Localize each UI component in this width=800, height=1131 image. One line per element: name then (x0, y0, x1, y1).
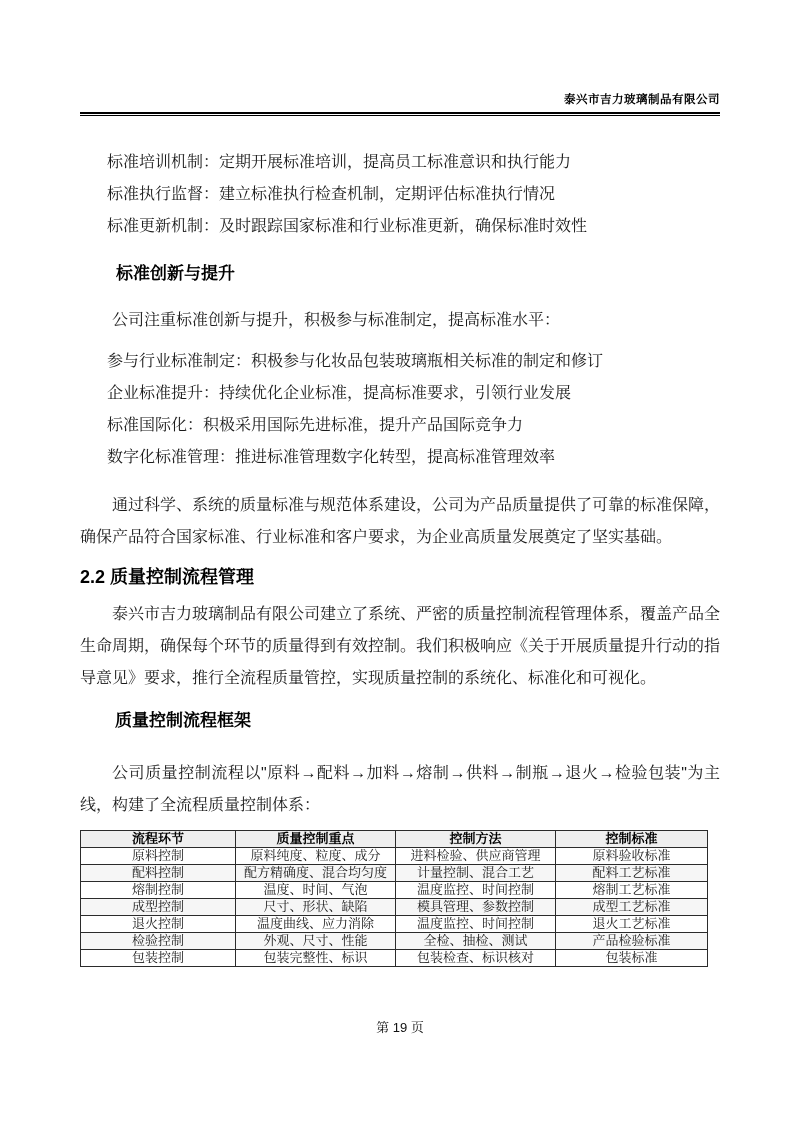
header-rule (80, 112, 720, 116)
standards-summary-paragraph: 通过科学、系统的质量标准与规范体系建设，公司为产品质量提供了可靠的标准保障，确保产品符合国家标准、行业标准和客户要求，为企业高质量发展奠定了坚实基础。 (80, 497, 721, 546)
standards-mechanism-line: 标准执行监督：建立标准执行检查机制，定期评估标准执行情况 (107, 186, 556, 203)
table-row (81, 899, 708, 916)
table-cell: 产品检验标准 (556, 933, 708, 950)
section-2-2-intro-paragraph: 泰兴市吉力玻璃制品有限公司建立了系统、严密的质量控制流程管理体系，覆盖产品全生命周期，确保每个环节的质量得到有效控制。我们积极响应《关于开展质量提升行动的指导意见》要求，推行全流程质量管控，实现质量控制的系统化、标准化和可视化。 (80, 606, 721, 687)
table-cell: 温度监控、时间控制 (396, 916, 556, 933)
table-cell: 原料纯度、粒度、成分 (236, 848, 396, 865)
table-cell: 熔制控制 (81, 882, 236, 899)
innovation-item-list (80, 346, 720, 474)
table-cell: 进料检验、供应商管理 (396, 848, 556, 865)
process-table-body (81, 848, 708, 967)
table-head (81, 831, 708, 848)
table-cell: 包装检查、标识核对 (396, 950, 556, 967)
page-content (80, 147, 720, 967)
innovation-item-line: 参与行业标准制定：积极参与化妆品包装玻璃瓶相关标准的制定和修订 (107, 353, 604, 370)
table-cell: 全检、抽检、测试 (396, 933, 556, 950)
table-cell: 熔制工艺标准 (556, 882, 708, 899)
table-header-cell: 质量控制重点 (236, 831, 396, 848)
table-row (81, 882, 708, 899)
innovation-item-line: 数字化标准管理：推进标准管理数字化转型，提高标准管理效率 (107, 449, 556, 466)
framework-intro-paragraph: 公司质量控制流程以"原料→配料→加料→熔制→供料→制瓶→退火→检验包装"为主线，构建了全流程质量控制体系： (80, 765, 720, 814)
heading-section-2-2: 2.2 质量控制流程管理 (80, 567, 255, 587)
standards-mechanism-list (80, 147, 720, 243)
innovation-intro-paragraph: 公司注重标准创新与提升，积极参与标准制定，提高标准水平： (112, 312, 561, 329)
table-cell: 包装完整性、标识 (236, 950, 396, 967)
company-name: 泰兴市吉力玻璃制品有限公司 (564, 94, 720, 106)
innovation-item-line: 企业标准提升：持续优化企业标准，提高标准要求，引领行业发展 (107, 385, 572, 402)
table-header-cell: 控制方法 (396, 831, 556, 848)
heading-process-framework: 质量控制流程框架 (115, 711, 251, 730)
table-row (81, 950, 708, 967)
table-cell: 模具管理、参数控制 (396, 899, 556, 916)
table-cell: 配料控制 (81, 865, 236, 882)
table-header-row (81, 831, 708, 848)
table-row (81, 848, 708, 865)
table-header-cell: 控制标准 (556, 831, 708, 848)
heading-standard-innovation: 标准创新与提升 (116, 264, 235, 283)
table-cell: 包装控制 (81, 950, 236, 967)
table-cell: 退火控制 (81, 916, 236, 933)
table-cell: 外观、尺寸、性能 (236, 933, 396, 950)
table-cell: 配料工艺标准 (556, 865, 708, 882)
table-cell: 原料控制 (81, 848, 236, 865)
table-cell: 检验控制 (81, 933, 236, 950)
page-footer (0, 1019, 800, 1037)
standards-mechanism-line: 标准更新机制：及时跟踪国家标准和行业标准更新，确保标准时效性 (107, 218, 588, 235)
innovation-item-line: 标准国际化：积极采用国际先进标准，提升产品国际竞争力 (107, 417, 524, 434)
table-row (81, 916, 708, 933)
table-cell: 成型工艺标准 (556, 899, 708, 916)
table-cell: 尺寸、形状、缺陷 (236, 899, 396, 916)
table-cell: 退火工艺标准 (556, 916, 708, 933)
table-row (81, 865, 708, 882)
table-cell: 成型控制 (81, 899, 236, 916)
page-header (80, 0, 720, 116)
table-cell: 包装标准 (556, 950, 708, 967)
table-cell: 温度、时间、气泡 (236, 882, 396, 899)
table-row (81, 933, 708, 950)
process-control-table (80, 830, 708, 967)
table-cell: 温度监控、时间控制 (396, 882, 556, 899)
page-number: 第 19 页 (376, 1020, 424, 1035)
table-cell: 计量控制、混合工艺 (396, 865, 556, 882)
table-header-cell: 流程环节 (81, 831, 236, 848)
standards-mechanism-line: 标准培训机制：定期开展标准培训，提高员工标准意识和执行能力 (107, 154, 572, 171)
table-cell: 原料验收标准 (556, 848, 708, 865)
table-cell: 温度曲线、应力消除 (236, 916, 396, 933)
table-cell: 配方精确度、混合均匀度 (236, 865, 396, 882)
